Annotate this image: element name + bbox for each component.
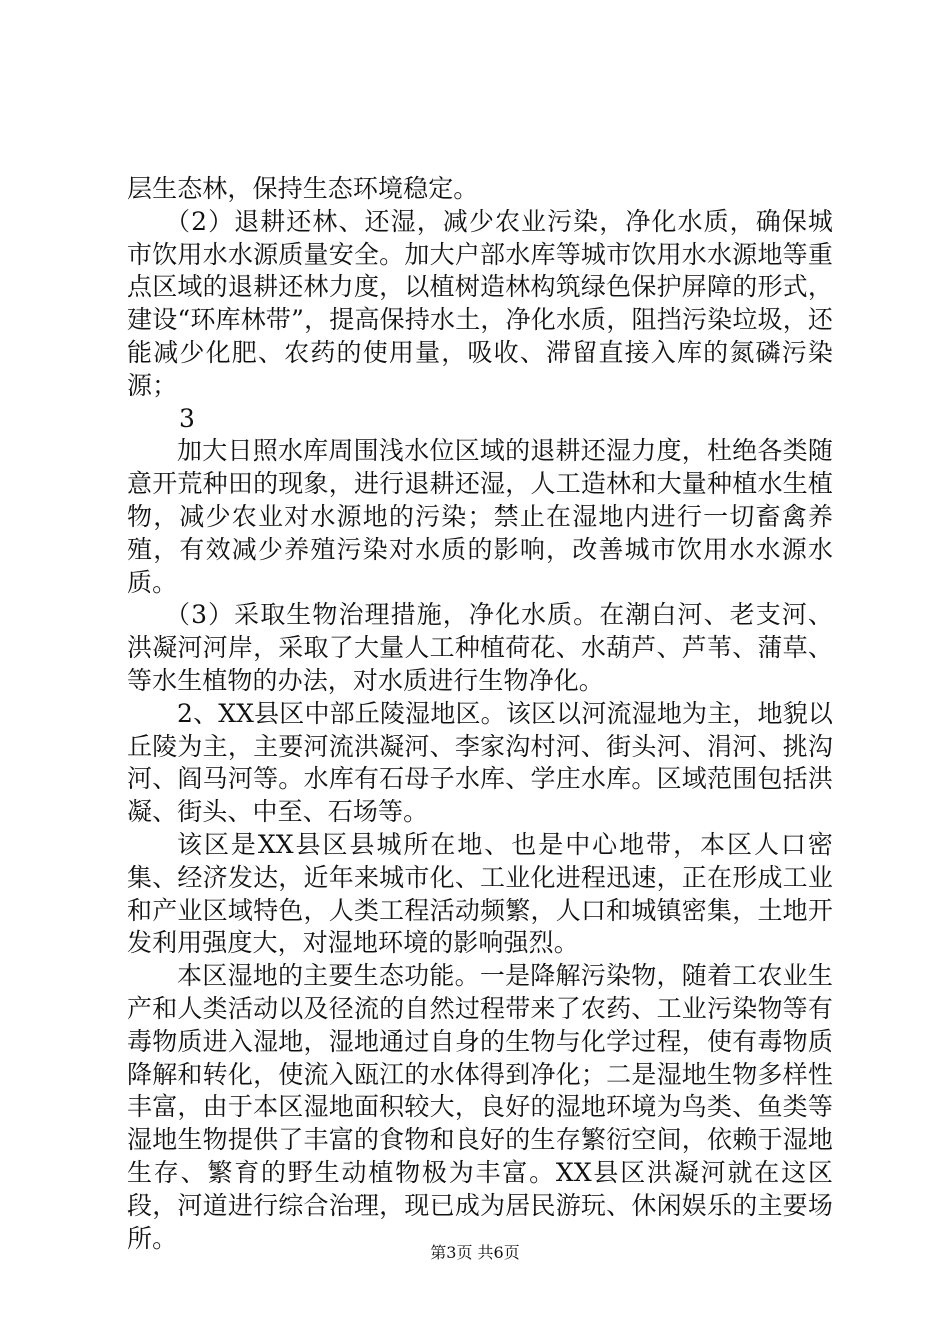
document-body <box>127 173 833 1255</box>
paragraph-continuation: 层生态林，保持生态环境稳定。 <box>127 174 479 203</box>
paragraph-return-farmland: （2）退耕还林、还湿，减少农业污染，净化水质，确保城市饮用水水源质量安全。加大户部水库等城市饮用水水源地等重点区域的退耕还林力度，以植树造林构筑绿色保护屏障的形式，建设“环库林带”，提高保持水土，净化水质，阻挡污染垃圾，还能减少化肥、农药的使用量，吸收、滞留直接入库的氮磷污染源； <box>127 206 833 400</box>
paragraph-ecological-function: 本区湿地的主要生态功能。一是降解污染物，随着工农业生产和人类活动以及径流的自然过程带来了农药、工业污染物等有毒物质进入湿地，湿地通过自身的生物与化学过程，使有毒物质降解和转化，使流入瓯江的水体得到净化；二是湿地生物多样性丰富，由于本区湿地面积较大，良好的湿地环境为鸟类、鱼类等湿地生物提供了丰富的食物和良好的生存繁衍空间，依赖于湿地生存、繁育的野生动植物极为丰富。XX县区洪凝河就在这区段，河道进行综合治理，现已成为居民游玩、休闲娱乐的主要场所。 <box>127 961 833 1253</box>
paragraph-number: 3 <box>179 403 196 433</box>
paragraph-county-seat: 该区是XX县区县城所在地、也是中心地带，本区人口密集、经济发达，近年来城市化、工业化进程迅速，正在形成工业和产业区域特色，人类工程活动频繁，人口和城镇密集，土地开发利用强度大，对湿地环境的影响强烈。 <box>127 829 833 958</box>
page-footer: 第3页 共6页 <box>430 1243 520 1262</box>
paragraph-rizhao-reservoir: 加大日照水库周围浅水位区域的退耕还湿力度，杜绝各类随意开荒种田的现象，进行退耕还湿，人工造林和大量种植水生植物，减少农业对水源地的污染；禁止在湿地内进行一切畜禽养殖，有效减少养殖污染对水质的影响，改善城市饮用水水源水质。 <box>127 436 833 597</box>
paragraph-central-hills: 2、XX县区中部丘陵湿地区。该区以河流湿地为主，地貌以丘陵为主，主要河流洪凝河、李家沟村河、街头河、涓河、挑沟河、阎马河等。水库有石母子水库、学庄水库。区域范围包括洪凝、街头、中至、石场等。 <box>127 698 833 827</box>
paragraph-biological-treatment: （3）采取生物治理措施，净化水质。在潮白河、老支河、洪凝河河岸，采取了大量人工种植荷花、水葫芦、芦苇、蒲草、等水生植物的办法，对水质进行生物净化。 <box>127 600 833 695</box>
